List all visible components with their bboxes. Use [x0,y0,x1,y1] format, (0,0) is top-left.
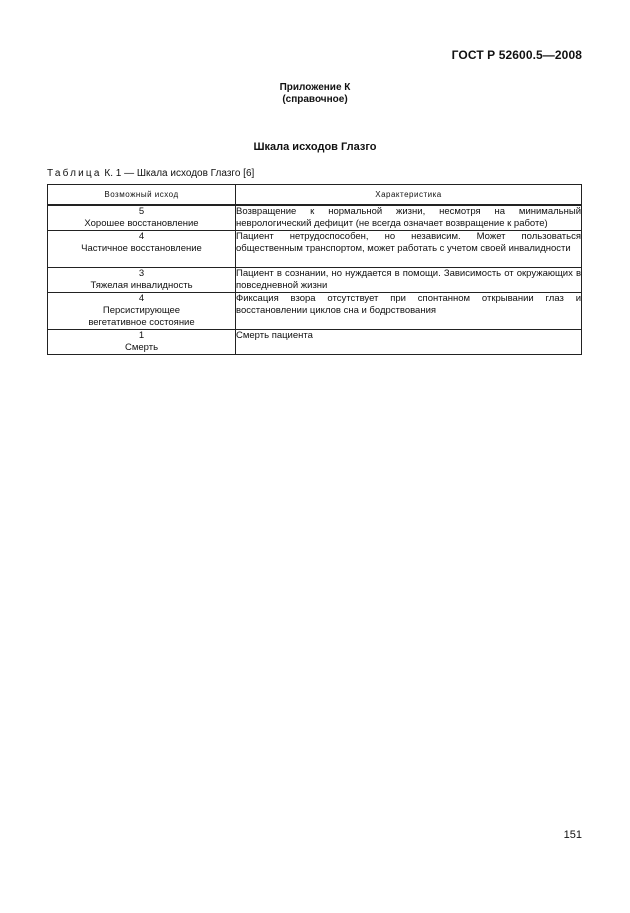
outcome-label: Персистирующее вегетативное состояние [88,305,195,328]
outcome-score: 1 [138,330,145,341]
outcome-cell [48,268,236,293]
column-header-outcome: Возможный исход [48,185,236,206]
outcome-score: 5 [138,206,145,217]
outcome-label: Тяжелая инвалидность [90,280,193,291]
table-caption [47,168,254,179]
outcome-score: 4 [138,293,145,304]
section-title: Шкала исходов Глазго [253,141,377,153]
table-caption-prefix: Таблица [47,168,102,179]
table-caption-text: К. 1 — Шкала исходов Глазго [6] [101,168,255,179]
table-row [48,330,582,355]
description-cell: Пациент в сознании, но нуждается в помощи. Зависимость от окружающих в повседневной жизни [236,268,581,291]
appendix-title: Приложение К [279,82,351,93]
appendix-subtitle: (справочное) [282,94,348,105]
column-header-description: Характеристика [236,185,582,206]
document-code: ГОСТ Р 52600.5—2008 [451,48,582,62]
table-row [48,293,582,330]
outcome-cell [48,330,236,355]
outcome-score: 3 [138,268,145,279]
outcome-score: 4 [138,231,145,242]
outcome-label: Смерть [124,342,159,353]
outcome-cell [48,205,236,231]
outcome-cell [48,293,236,330]
glasgow-outcome-table [47,184,582,355]
table-header-row [48,185,582,206]
description-cell: Возвращение к нормальной жизни, несмотря на минимальный неврологический дефицит (не всегда означает возвращение к работе) [236,206,581,229]
description-cell: Смерть пациента [236,330,582,355]
table-row [48,231,582,268]
description-cell: Пациент нетрудоспособен, но независим. Может пользоваться общественным транспортом, может работать с учетом своей инвалидности [236,231,582,268]
outcome-label: Частичное восстановление [81,243,202,254]
table-row [48,268,582,293]
appendix-heading [0,82,630,106]
table-row [48,205,582,231]
outcome-label: Хорошее восстановление [84,218,199,229]
page-number: 151 [563,829,582,841]
outcome-cell [48,231,236,268]
description-cell: Фиксация взора отсутствует при спонтанном открывании глаз и восстановлении циклов сна и бодрствования [236,293,582,330]
